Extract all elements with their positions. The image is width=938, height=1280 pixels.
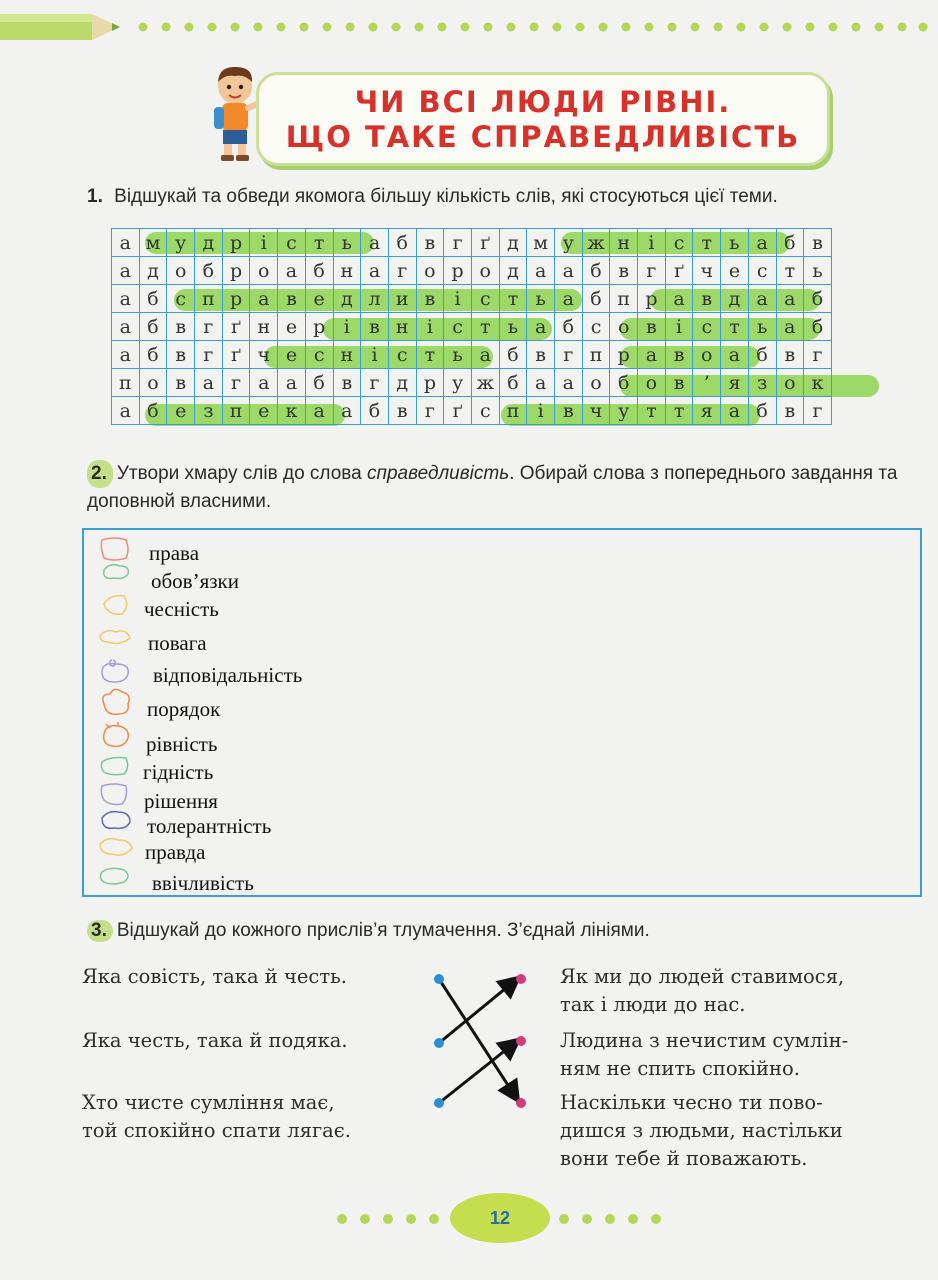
grid-cell[interactable]: н [333, 341, 361, 369]
grid-cell[interactable]: р [638, 285, 666, 313]
grid-cell[interactable]: н [610, 229, 638, 257]
grid-cell[interactable]: т [499, 285, 527, 313]
grid-cell[interactable]: ь [804, 257, 832, 285]
grid-cell[interactable]: в [416, 285, 444, 313]
grid-cell[interactable]: а [112, 341, 140, 369]
grid-cell[interactable]: м [527, 229, 555, 257]
cloud-word: чесність [144, 597, 219, 621]
page-number: 12 [450, 1193, 550, 1243]
grid-cell[interactable]: с [471, 397, 499, 425]
cloud-icon [101, 538, 128, 560]
grid-cell[interactable]: ь [333, 229, 361, 257]
proverb-3-line1: Хто чисте сумління має, [82, 1091, 335, 1114]
cloud-word: повага [148, 631, 207, 655]
task3-heading [87, 920, 650, 942]
explanation-3-line2: дишся з людьми, настільки [560, 1119, 843, 1142]
proverb-3 [82, 1089, 351, 1145]
grid-cell[interactable]: а [112, 313, 140, 341]
cloud-word: толерантність [147, 814, 272, 838]
cloud-word: права [149, 541, 200, 565]
grid-cell[interactable]: р [444, 257, 472, 285]
grid-cell[interactable]: і [638, 229, 666, 257]
grid-cell[interactable]: а [250, 285, 278, 313]
grid-cell[interactable]: б [804, 285, 832, 313]
cloud-icon [101, 784, 126, 805]
grid-cell[interactable]: а [278, 369, 306, 397]
grid-cell[interactable]: с [388, 341, 416, 369]
grid-cell[interactable]: а [555, 369, 583, 397]
cloud-word: рішення [144, 789, 218, 813]
grid-cell[interactable]: ґ [471, 229, 499, 257]
right-dot [516, 1098, 526, 1108]
grid-cell[interactable]: б [748, 341, 776, 369]
grid-cell[interactable]: в [665, 369, 693, 397]
grid-cell[interactable]: в [167, 341, 195, 369]
task2-text-italic: справедливість [367, 463, 510, 484]
grid-cell[interactable]: с [305, 341, 333, 369]
grid-cell[interactable]: н [388, 313, 416, 341]
grid-cell[interactable]: ь [721, 229, 749, 257]
cloud-icon [102, 660, 128, 682]
grid-cell[interactable]: і [333, 313, 361, 341]
grid-cell[interactable]: в [776, 341, 804, 369]
grid-cell[interactable]: п [582, 341, 610, 369]
grid-cell[interactable]: а [112, 229, 140, 257]
grid-cell[interactable]: б [139, 285, 167, 313]
grid-cell[interactable]: і [444, 285, 472, 313]
cloud-word: рівність [146, 732, 218, 756]
grid-cell[interactable]: б [776, 229, 804, 257]
explanation-2-line2: ням не спить спокійно. [560, 1057, 800, 1080]
grid-cell[interactable]: б [582, 257, 610, 285]
grid-cell[interactable]: і [665, 313, 693, 341]
grid-row [112, 257, 832, 285]
grid-cell[interactable]: в [278, 285, 306, 313]
grid-cell[interactable]: п [610, 285, 638, 313]
grid-cell[interactable]: ь [499, 313, 527, 341]
grid-cell[interactable]: а [721, 341, 749, 369]
proverb-2: Яка честь, така й подяка. [82, 1029, 348, 1052]
explanation-1-line1: Як ми до людей ставимося, [560, 965, 845, 988]
left-dot [434, 974, 444, 984]
dotted-divider [138, 22, 928, 32]
grid-cell[interactable]: а [748, 285, 776, 313]
grid-cell[interactable]: в [167, 369, 195, 397]
grid-cell[interactable]: б [305, 257, 333, 285]
grid-cell[interactable]: у [555, 229, 583, 257]
grid-cell[interactable]: с [665, 229, 693, 257]
grid-cell[interactable]: п [499, 397, 527, 425]
grid-cell[interactable]: б [555, 313, 583, 341]
grid-cell[interactable]: ж [471, 369, 499, 397]
grid-cell[interactable]: в [776, 397, 804, 425]
matching-lines[interactable] [425, 965, 535, 1115]
task1-text: Відшукай та обведи якомога більшу кількість слів, які стосуються цієї теми. [114, 186, 778, 207]
match-line [439, 979, 517, 1099]
cloud-icon [101, 758, 127, 775]
grid-cell[interactable]: т [638, 397, 666, 425]
grid-cell[interactable]: б [610, 369, 638, 397]
grid-row [112, 397, 832, 425]
grid-cell[interactable]: а [721, 397, 749, 425]
explanation-3-line1: Наскільки чесно ти пово- [560, 1091, 823, 1114]
grid-cell[interactable]: о [416, 257, 444, 285]
grid-cell[interactable]: г [804, 341, 832, 369]
grid-cell[interactable]: о [582, 369, 610, 397]
grid-cell[interactable]: і [361, 341, 389, 369]
grid-cell[interactable]: в [555, 397, 583, 425]
grid-cell[interactable]: а [776, 313, 804, 341]
grid-cell[interactable]: з [195, 397, 223, 425]
cloud-word: порядок [147, 697, 221, 721]
grid-cell[interactable]: а [112, 397, 140, 425]
grid-cell[interactable]: с [167, 285, 195, 313]
grid-cell[interactable]: в [388, 397, 416, 425]
grid-cell[interactable]: а [112, 285, 140, 313]
grid-cell[interactable]: в [693, 285, 721, 313]
grid-cell[interactable]: р [610, 341, 638, 369]
right-dot [516, 1036, 526, 1046]
grid-cell[interactable]: е [278, 341, 306, 369]
grid-cell[interactable]: ґ [444, 397, 472, 425]
page-title-line1: ЧИ ВСІ ЛЮДИ РІВНІ. [354, 85, 732, 119]
grid-cell[interactable]: а [527, 313, 555, 341]
grid-cell[interactable]: т [471, 313, 499, 341]
task2-heading [87, 460, 917, 516]
grid-cell[interactable]: а [361, 257, 389, 285]
grid-cell[interactable]: т [693, 229, 721, 257]
grid-cell[interactable]: я [693, 397, 721, 425]
grid-cell[interactable]: в [361, 313, 389, 341]
grid-cell[interactable]: б [499, 341, 527, 369]
word-search-grid[interactable] [111, 228, 832, 425]
grid-cell[interactable]: б [361, 397, 389, 425]
grid-cell[interactable]: б [748, 397, 776, 425]
grid-cell[interactable]: д [388, 369, 416, 397]
grid-row [112, 285, 832, 313]
grid-cell[interactable]: а [665, 285, 693, 313]
grid-cell[interactable]: в [333, 369, 361, 397]
grid-cell[interactable]: ч [250, 341, 278, 369]
grid-cell[interactable]: г [222, 369, 250, 397]
grid-cell[interactable]: д [195, 229, 223, 257]
grid-cell[interactable]: т [665, 397, 693, 425]
grid-cell[interactable]: ґ [222, 341, 250, 369]
grid-cell[interactable]: о [638, 369, 666, 397]
grid-cell[interactable]: в [638, 313, 666, 341]
grid-cell[interactable]: р [222, 229, 250, 257]
grid-cell[interactable]: а [361, 229, 389, 257]
grid-cell[interactable]: а [305, 397, 333, 425]
grid-cell[interactable]: р [222, 285, 250, 313]
grid-cell[interactable]: в [804, 229, 832, 257]
grid-cell[interactable]: в [527, 341, 555, 369]
grid-cell[interactable]: р [222, 257, 250, 285]
grid-cell[interactable]: б [139, 313, 167, 341]
cloud-icon [100, 868, 128, 884]
grid-cell[interactable]: у [444, 369, 472, 397]
grid-cell[interactable]: б [195, 257, 223, 285]
grid-cell[interactable]: о [471, 257, 499, 285]
left-dot [434, 1098, 444, 1108]
grid-cell[interactable]: д [499, 257, 527, 285]
grid-cell[interactable]: г [638, 257, 666, 285]
grid-cell[interactable]: а [555, 257, 583, 285]
cloud-word: правда [145, 840, 206, 864]
grid-cell[interactable]: м [139, 229, 167, 257]
grid-row [112, 313, 832, 341]
grid-cell[interactable]: ґ [222, 313, 250, 341]
grid-cell[interactable]: с [471, 285, 499, 313]
grid-cell[interactable]: о [250, 257, 278, 285]
grid-cell[interactable]: а [527, 369, 555, 397]
grid-cell[interactable]: б [305, 369, 333, 397]
grid-cell[interactable]: б [139, 341, 167, 369]
grid-cell[interactable]: г [555, 341, 583, 369]
cloud-word: обов’язки [151, 569, 239, 593]
grid-cell[interactable]: а [278, 257, 306, 285]
grid-cell[interactable]: д [499, 229, 527, 257]
cloud-icon [103, 689, 129, 714]
grid-cell[interactable]: н [333, 257, 361, 285]
grid-cell[interactable]: а [748, 229, 776, 257]
grid-cell[interactable]: т [721, 313, 749, 341]
grid-cell[interactable]: г [388, 257, 416, 285]
grid-cell[interactable]: о [167, 257, 195, 285]
explanation-3-line3: вони тебе й поважають. [560, 1147, 808, 1170]
grid-cell[interactable]: ’ [693, 369, 721, 397]
grid-row [112, 229, 832, 257]
grid-cell[interactable]: о [610, 313, 638, 341]
grid-cell[interactable]: г [804, 397, 832, 425]
left-dot [434, 1038, 444, 1048]
grid-cell[interactable]: е [305, 285, 333, 313]
grid-cell[interactable]: з [748, 369, 776, 397]
grid-cell[interactable]: п [195, 285, 223, 313]
grid-cell[interactable]: і [527, 397, 555, 425]
proverb-1: Яка совість, така й честь. [82, 965, 347, 988]
task2-text-after: . Обирай слова з попереднього завдання та доповнюй власними. [87, 463, 898, 512]
cloud-icon [104, 596, 127, 615]
grid-cell[interactable]: р [305, 313, 333, 341]
right-dot [516, 974, 526, 984]
title-box [256, 72, 830, 166]
grid-cell[interactable]: с [748, 257, 776, 285]
grid-cell[interactable]: а [333, 397, 361, 425]
grid-cell[interactable]: д [721, 285, 749, 313]
grid-cell[interactable]: е [278, 313, 306, 341]
grid-cell[interactable]: ь [748, 313, 776, 341]
grid-cell[interactable]: т [776, 257, 804, 285]
grid-cell[interactable]: ґ [665, 257, 693, 285]
grid-cell[interactable]: к [278, 397, 306, 425]
grid-cell[interactable]: а [776, 285, 804, 313]
grid-cell[interactable]: в [416, 229, 444, 257]
grid-cell[interactable]: г [195, 313, 223, 341]
task2-text-before: Утвори хмару слів до слова [116, 463, 368, 484]
grid-cell[interactable]: п [112, 369, 140, 397]
explanation-2 [560, 1027, 848, 1083]
grid-cell[interactable]: а [555, 285, 583, 313]
grid-cell[interactable]: я [721, 369, 749, 397]
grid-cell[interactable]: е [167, 397, 195, 425]
cloud-icons [96, 536, 136, 896]
grid-cell[interactable]: д [139, 257, 167, 285]
grid-cell[interactable]: о [139, 369, 167, 397]
grid-cell[interactable]: і [250, 229, 278, 257]
grid-cell[interactable]: б [388, 229, 416, 257]
task3-text: Відшукай до кожного прислів’я тлумачення. З’єднай лініями. [116, 920, 650, 941]
grid-cell[interactable]: г [444, 229, 472, 257]
grid-cell[interactable]: г [416, 397, 444, 425]
task2-number: 2. [87, 460, 113, 488]
grid-cell[interactable]: у [610, 397, 638, 425]
grid-cell[interactable]: а [250, 369, 278, 397]
grid-cell[interactable]: б [139, 397, 167, 425]
explanation-2-line1: Людина з нечистим сумлін- [560, 1029, 849, 1052]
grid-cell[interactable]: д [333, 285, 361, 313]
grid-cell[interactable]: ж [582, 229, 610, 257]
grid-cell[interactable]: е [721, 257, 749, 285]
grid-cell[interactable]: р [416, 369, 444, 397]
explanation-1-line2: так і люди до нас. [560, 993, 746, 1016]
grid-cell[interactable]: і [416, 313, 444, 341]
grid-cell[interactable]: г [361, 369, 389, 397]
pencil-icon [0, 8, 128, 46]
cloud-word: ввічливість [152, 871, 254, 895]
grid-cell[interactable]: ч [693, 257, 721, 285]
grid-cell[interactable]: л [361, 285, 389, 313]
page-title-line2: ЩО ТАКЕ СПРАВЕДЛИВІСТЬ [285, 120, 801, 154]
task1-number: 1. [87, 186, 103, 207]
grid-cell[interactable]: с [444, 313, 472, 341]
cloud-icon [104, 565, 129, 579]
grid-cell[interactable]: с [693, 313, 721, 341]
cloud-word: гідність [143, 760, 214, 784]
cloud-icon [100, 631, 130, 644]
grid-row [112, 369, 832, 397]
task3-number: 3. [87, 920, 113, 942]
grid-cell[interactable]: п [222, 397, 250, 425]
cloud-icon [100, 839, 132, 855]
grid-cell[interactable]: и [388, 285, 416, 313]
grid-cell[interactable]: ь [444, 341, 472, 369]
cloud-icon [102, 812, 130, 829]
grid-cell[interactable]: у [167, 229, 195, 257]
grid-cell[interactable]: к [804, 369, 832, 397]
grid-cell[interactable]: е [250, 397, 278, 425]
explanation-1 [560, 963, 844, 1019]
grid-cell[interactable]: а [471, 341, 499, 369]
cloud-word: відповідальність [153, 663, 303, 687]
grid-cell[interactable]: в [665, 341, 693, 369]
grid-cell[interactable]: б [582, 285, 610, 313]
grid-cell[interactable]: т [305, 229, 333, 257]
proverb-3-line2: той спокійно спати лягає. [82, 1119, 351, 1142]
grid-cell[interactable]: н [250, 313, 278, 341]
grid-cell[interactable]: ь [527, 285, 555, 313]
grid-cell[interactable]: а [112, 257, 140, 285]
grid-cell[interactable]: о [693, 341, 721, 369]
grid-cell[interactable]: б [804, 313, 832, 341]
match-line [439, 1041, 517, 1103]
grid-cell[interactable]: в [610, 257, 638, 285]
grid-cell[interactable]: б [499, 369, 527, 397]
match-line [439, 979, 517, 1043]
grid-cell[interactable]: т [416, 341, 444, 369]
grid-cell[interactable]: с [278, 229, 306, 257]
explanation-3 [560, 1089, 843, 1173]
grid-row [112, 341, 832, 369]
grid-cell[interactable]: о [776, 369, 804, 397]
grid-cell[interactable]: с [582, 313, 610, 341]
grid-cell[interactable]: ч [582, 397, 610, 425]
cloud-icon [104, 722, 129, 746]
task1-heading [87, 186, 778, 208]
grid-cell[interactable]: в [167, 313, 195, 341]
grid-cell[interactable]: а [638, 341, 666, 369]
grid-cell[interactable]: а [195, 369, 223, 397]
grid-cell[interactable]: г [195, 341, 223, 369]
grid-cell[interactable]: а [527, 257, 555, 285]
